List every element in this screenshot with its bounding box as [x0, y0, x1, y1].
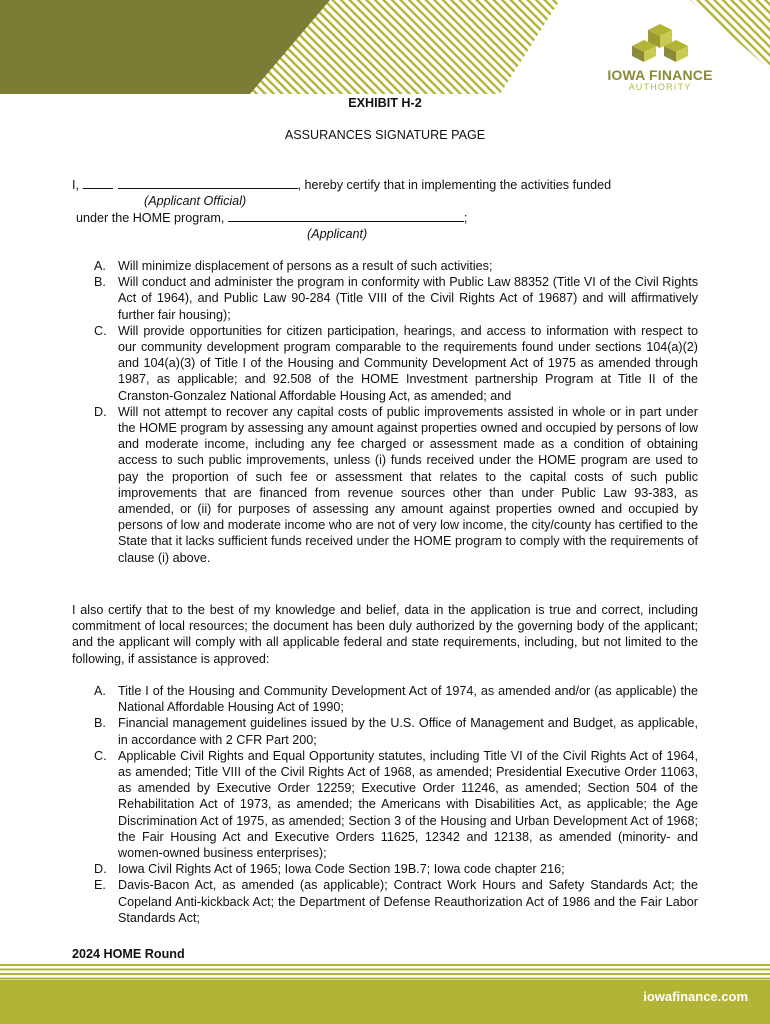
certification-paragraph: I also certify that to the best of my knowledge and belief, data in the application is true and correct, including commitment of local resources; the document has been duly authorized by the governing body of the applicant; and the applicant will comply with all applicable federal and state requirements, including, but not limited to the following, if assistance is approved: [72, 603, 698, 666]
cert-prefix: I, [72, 178, 79, 192]
logo-title: IOWA FINANCE [607, 67, 713, 83]
list-item-text: Applicable Civil Rights and Equal Opportunity statutes, including Title VI of the Civil Rights Act of 1964, as amended; Title VIII of the Civil Rights Act of 1968, as amended; Presidential Executive Order 11063, as amended by Executive Order 12259; Executive Order 11246, as amended; Section 504 of the Rehabilitation Act of 1973, as amended; the Americans with Disabilities Act, as applicable; the Age Discrimination Act of 1975, as amended; Section 3 of the Housing and Urban Development Act of 1968; the Fair Housing Act and Executive Orders 11625, 12342 and 12138, as amended (minority- and women-owned business enterprises); [118, 748, 698, 861]
list-item [94, 683, 698, 715]
program-line [76, 209, 467, 226]
list-item [94, 323, 698, 404]
assurances-list [94, 258, 698, 566]
list-item [94, 715, 698, 747]
applicant-official-blank [118, 176, 298, 189]
list-item [94, 258, 698, 274]
applicant-official-label: (Applicant Official) [144, 194, 247, 208]
list-item [94, 404, 698, 566]
list-item-text: Davis-Bacon Act, as amended (as applicable); Contract Work Hours and Safety Standards Act; the Copeland Anti-kickback Act; the Department of Defense Reauthorization Act of 1986 and the Fair Labor Standards Act; [118, 878, 698, 925]
applicant-label: (Applicant) [307, 227, 368, 241]
list-marker: D. [94, 404, 107, 419]
list-marker: D. [94, 862, 107, 877]
list-item-text: Title I of the Housing and Community Development Act of 1974, as amended and/or (as applicable) the National Affordable Housing Act of 1990; [118, 684, 698, 715]
list-item-text: Financial management guidelines issued by the U.S. Office of Management and Budget, as applicable, in accordance with 2 CFR Part 200; [118, 716, 698, 747]
list-item-text: Will conduct and administer the program in conformity with Public Law 88352 (Title VI of the Civil Rights Act of 1964), and Public Law 90-284 (Title VIII of the Civil Rights Act of 19687) and will affirmatively further fair housing); [118, 275, 698, 322]
cube-logo-icon [632, 22, 688, 62]
list-item-text: Will minimize displacement of persons as a result of such activities; [118, 259, 493, 273]
footer-url: iowafinance.com [643, 989, 748, 1004]
footer-stripes [0, 964, 770, 980]
page-title: ASSURANCES SIGNATURE PAGE [284, 128, 486, 142]
list-item [94, 748, 698, 861]
list-item-text: Iowa Civil Rights Act of 1965; Iowa Code Section 19B.7; Iowa code chapter 216; [118, 862, 565, 877]
logo-subtitle: AUTHORITY [628, 82, 692, 92]
list-marker: C. [94, 748, 107, 763]
list-marker: E. [94, 878, 106, 893]
list-item-text: Will provide opportunities for citizen participation, hearings, and access to information with respect to our community development program comparable to the requirements found under sections 104(a)(2) and 104(a)(3) of Title I of the Housing and Community Development Act of 1975 as amended through 1987, as applicable; and 92.508 of the HOME Investment partnership Program at Title II of the Cranston-Gonzalez National Affordable Housing Act, as amended; and [118, 323, 698, 403]
list-item [94, 877, 698, 926]
list-marker: A. [94, 259, 106, 273]
list-item-text: Will not attempt to recover any capital costs of public improvements assisted in whole or in part under the HOME program by assessing any amount against properties owned and occupied by persons of low and moderate income, including any fee charged or assessment made as a condition of obtaining access to such public improvements, unless (i) funds received under the HOME program are used to pay the proportion of such fee or assessment that relates to the capital costs of such public improvements that are financed from revenue sources other than under Public Law 93-383, as amended, or (ii) for purposes of assessing any amount against properties owned and occupied by persons of low and moderate income who are not of very low income, the city/county has certified to the State that it lacks sufficient funds received under the HOME program to comply with the requirements of clause (i) above. [118, 404, 698, 565]
exhibit-title: EXHIBIT H-2 [348, 96, 422, 110]
list-marker: A. [94, 684, 106, 698]
under-program-end: ; [463, 211, 468, 225]
list-item [94, 861, 698, 877]
round-label: 2024 HOME Round [72, 947, 185, 961]
certification-line [72, 176, 611, 193]
list-item [94, 274, 698, 323]
list-marker: B. [94, 716, 106, 731]
requirements-list [94, 683, 698, 926]
list-marker: B. [94, 275, 106, 290]
blank-line-short [83, 176, 113, 189]
applicant-blank [228, 209, 464, 222]
cert-suffix: , hereby certify that in implementing the activities funded [297, 178, 612, 192]
list-marker: C. [94, 323, 107, 338]
under-program-text: under the HOME program, [76, 211, 225, 225]
iowa-finance-logo [600, 22, 720, 92]
